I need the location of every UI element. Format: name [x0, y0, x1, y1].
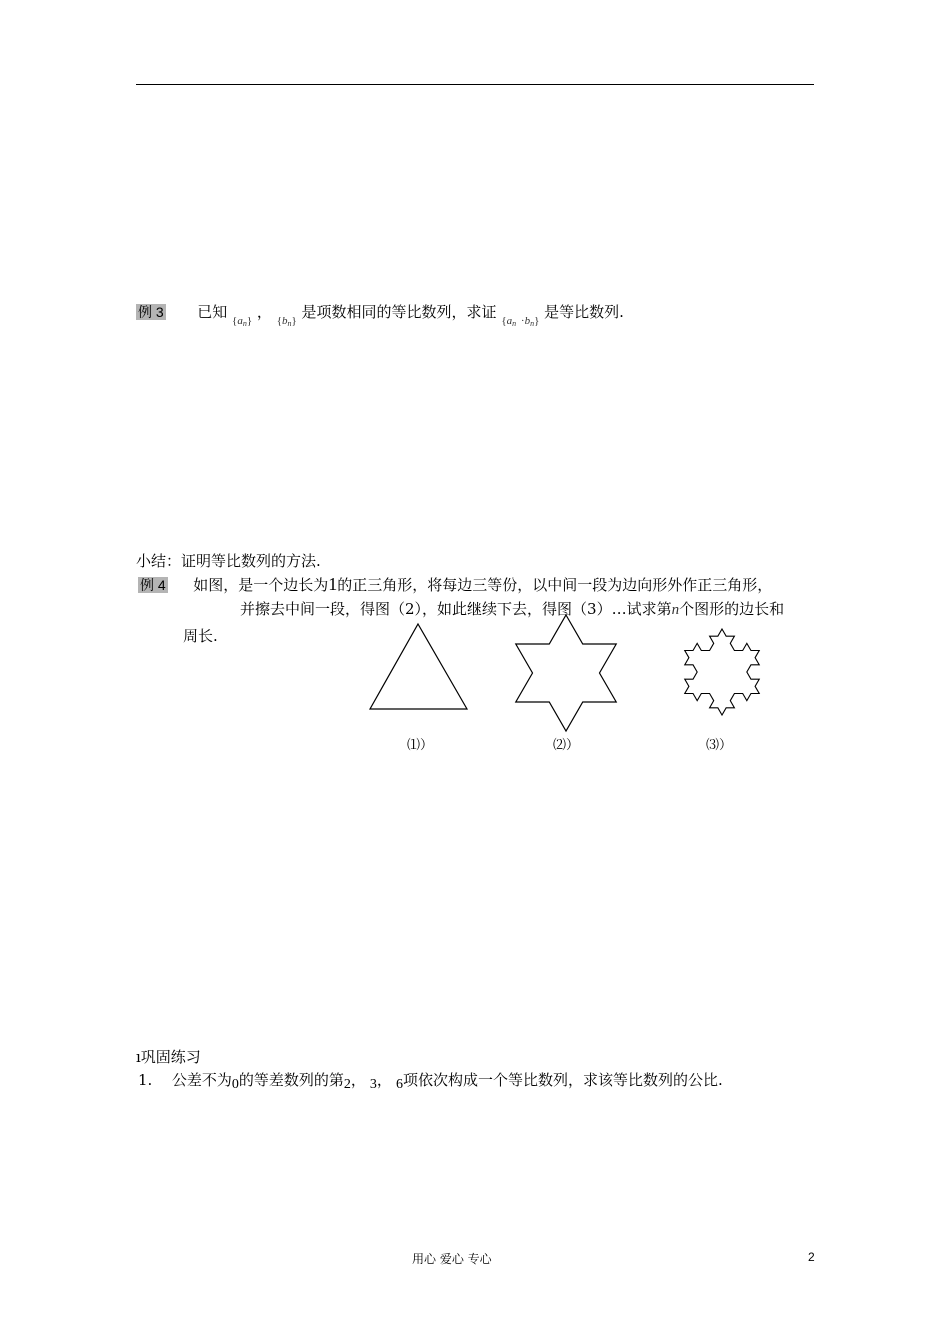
- figure1-caption: ⑴）: [407, 737, 434, 752]
- figure-koch-snowflake: [662, 612, 782, 730]
- figure-hexagram: [512, 612, 620, 734]
- practice-item-1: [138, 1070, 723, 1092]
- example4-text1: 如图，是一个边长为: [193, 576, 329, 594]
- seq-ab-notation: $\{a_n \cdot b_n\}$: [501, 315, 540, 328]
- term-index-6: 6: [395, 1077, 403, 1092]
- example3-label: 例 3: [138, 304, 164, 320]
- example3-text1: 已知: [197, 303, 228, 321]
- figure-triangle: [366, 620, 472, 714]
- page-number: 2: [808, 1250, 815, 1264]
- example4-text4: 个图形的边长和: [679, 600, 785, 618]
- n-variable: n: [671, 602, 680, 618]
- example3-line: [136, 302, 624, 327]
- figure2-caption: ⑵）: [553, 737, 580, 752]
- footer-motto: 用心 爱心 专心: [412, 1252, 492, 1266]
- sep1: ，: [350, 1071, 366, 1089]
- comma: ，: [256, 303, 272, 321]
- practice-text3: 项依次构成一个等比数列，求该等比数列的公比.: [402, 1071, 723, 1089]
- practice-heading: ı巩固练习: [136, 1048, 201, 1066]
- sep2: ，: [376, 1071, 392, 1089]
- example4-line1: [138, 574, 772, 595]
- practice-text2: 的等差数列的第: [238, 1071, 344, 1089]
- example4-text2: 的正三角形，将每边三等份，以中间一段为边向形外作正三角形，: [337, 576, 773, 594]
- seq-a-notation: $\{a_n\}$: [232, 315, 253, 328]
- example3-text3: 是等比数列.: [544, 303, 624, 321]
- summary-line: 小结：证明等比数列的方法.: [136, 552, 321, 570]
- term-index-2: 2: [343, 1077, 351, 1092]
- example4-label: 例 4: [140, 577, 166, 593]
- example3-text2: 是项数相同的等比数列，求证: [301, 303, 497, 321]
- practice-text1: 公差不为: [171, 1071, 232, 1089]
- term-index-3: 3: [369, 1077, 377, 1092]
- example4-line3: 周长.: [183, 627, 218, 645]
- zero-value: 0: [231, 1077, 239, 1092]
- example4-text3: 并擦去中间一段，得图（2），如此继续下去，得图（3）…试求第: [240, 600, 672, 618]
- side-value: 1: [328, 574, 338, 594]
- header-rule: [136, 84, 814, 85]
- figure3-caption: ⑶）: [706, 737, 733, 752]
- item-number: 1.: [138, 1071, 153, 1089]
- seq-b-notation: $\{b_n\}$: [276, 315, 297, 328]
